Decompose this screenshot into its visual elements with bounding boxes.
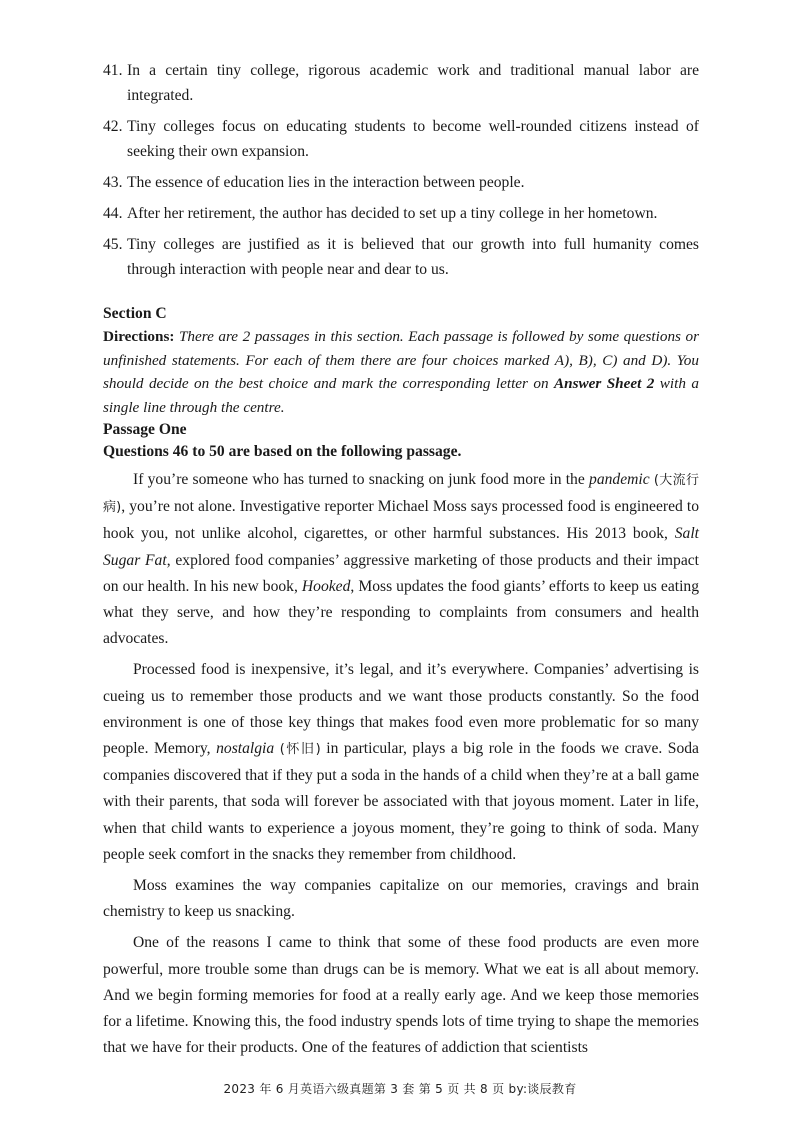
statement-item (103, 58, 699, 108)
statement-text: In a certain tiny college, rigorous academic work and traditional manual labor are integrated. (127, 62, 699, 104)
paragraph-text: Processed food is inexpensive, it’s legal, and it’s everywhere. Companies’ advertising is cueing us to remember those products and we want those products constantly. So the food environment is one of those key things that makes food even more problematic for so many people. Memory, (103, 661, 699, 758)
chinese-gloss: (大流行病) (103, 473, 699, 516)
passage-paragraph-3: Moss examines the way companies capitalize on our memories, cravings and brain chemistry to keep us snacking. (103, 877, 699, 921)
statement-number: 44. (103, 205, 123, 222)
gloss-term: pandemic (589, 471, 650, 488)
paragraph-text: If you’re someone who has turned to snacking on junk food more in the (133, 471, 590, 488)
paragraph-text: , explored food companies’ aggressive marketing of those products and their impact on our health. In his new book, (103, 551, 700, 595)
statement-text: After her retirement, the author has decided to set up a tiny college in her hometown. (127, 205, 658, 222)
statement-number: 41. (103, 62, 123, 79)
passage-paragraph-4: One of the reasons I came to think that some of these food products are even more powerful, more trouble some than drugs can be is memory. What we eat is all about memory. And we begin forming memories for food at a really early age. And we keep those memories for a lifetime. Knowing this, the food industry spends lots of time trying to shape the memories that we have for their products. One of the features of addiction that scientists (103, 934, 699, 1057)
passage-title: Passage One (103, 421, 187, 438)
statement-number: 42. (103, 118, 123, 135)
statement-text: Tiny colleges focus on educating students to become well-rounded citizens instead of seeking their own expansion. (127, 118, 699, 160)
directions-text: There are 2 passages in this section. Each passage is followed by some questions or unfinished statements. For each of them there are four choices marked A), B), C) and D). You should decide on the best choice and mark the corresponding letter on (103, 328, 700, 392)
page-footer: 2023 年 6 月英语六级真题第 3 套 第 5 页 共 8 页 by:谈辰教育 (223, 1082, 577, 1096)
book-title: Hooked (301, 577, 351, 595)
statement-list (103, 58, 699, 282)
statement-number: 45. (103, 236, 123, 253)
section-directions (103, 325, 699, 419)
statement-number: 43. (103, 174, 123, 191)
section-title: Section C (103, 305, 167, 322)
statement-item (103, 170, 699, 195)
book-title: Salt Sugar Fat (103, 525, 699, 569)
paragraph-text: , Moss updates the food giants’ efforts to keep us eating what they serve, and how they’re responding to complaints from consumers and health advocates. (103, 577, 699, 648)
statement-item (103, 201, 699, 226)
passage-paragraph-1 (103, 467, 699, 652)
paragraph-text: , you’re not alone. Investigative reporter Michael Moss says processed food is engineered to hook you, not unlike alcohol, cigarettes, or other harmful substances. His 2013 book, (103, 498, 699, 543)
directions-tail: with a single line through the centre. (103, 375, 699, 416)
statement-item (103, 114, 699, 164)
statement-text: Tiny colleges are justified as it is believed that our growth into full humanity comes through interaction with people near and dear to us. (127, 236, 699, 278)
passage-intro: Questions 46 to 50 are based on the following passage. (103, 443, 462, 460)
document-page (103, 58, 699, 1066)
directions-label: Directions: (103, 328, 175, 345)
gloss-term: nostalgia (216, 740, 275, 758)
chinese-gloss: (怀旧) (279, 742, 321, 758)
statement-text: The essence of education lies in the interaction between people. (127, 174, 525, 191)
answer-sheet-emphasis: Answer Sheet 2 (554, 375, 655, 392)
passage-paragraph-2 (103, 657, 699, 868)
paragraph-text: in particular, plays a big role in the foods we crave. Soda companies discovered that if they put a soda in the hands of a child when they’re at a ball game with their parents, that soda will forever be associated with that joyous moment. Later in life, when that child wants to experience a joyous moment, they’re going to think of soda. Many people seek comfort in the snacks they remember from childhood. (103, 740, 699, 863)
statement-item (103, 232, 699, 282)
